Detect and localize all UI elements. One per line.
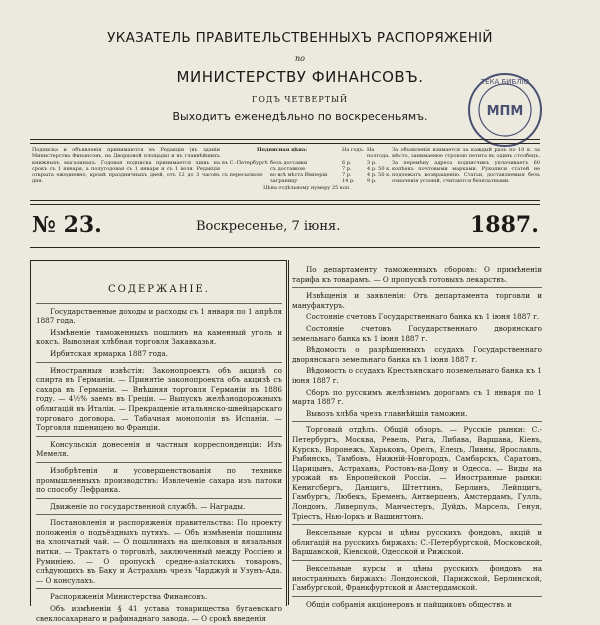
- column-divider: [288, 260, 289, 605]
- contents-item: Иностранныя извѣстія: Законопроектъ объ акцизѣ со спирта въ Германіи. — Принятіе законопроекта объ акцизѣ съ сахара въ Германіи. — Внѣшняя торговля Германіи въ 1886 году. — 4½% заемъ въ Греціи. — Выпускъ желѣзнодорожныхъ облигацій въ Италіи. — Прекращеніе итальянско-швейцарскаго торговаго договора. — Табачная монополія въ Испаніи. — Торговля пшеницею во Франціи.: [36, 365, 282, 433]
- divider: [36, 436, 282, 437]
- top-rule-2: [30, 143, 540, 144]
- price-row: въ С.-Петербургѣ безъ доставки 6 р. 3 р.: [222, 159, 377, 166]
- contents-item: Постановленія и распоряженія правительства: По проекту положенія о подъёздныхъ путяхъ. — Объ измѣненіи пошлины на хлопчатый чай. — О пошлинахъ на шелковыя и вязальныя нитки. — Трактатъ о торговлѣ, заключенный между Россіею и Руминіею. — О пропускѣ средне-азіатскихъ товаровъ, слѣдующихъ въ Баку и Астрахань чрезъ Чарджуй и Узунъ-Ада. — О консулахъ.: [36, 518, 282, 585]
- divider: [36, 498, 282, 499]
- top-rule: [30, 139, 540, 140]
- masthead-frequency: Выходитъ еженедѣльно по воскресеньямъ.: [172, 110, 428, 123]
- contents-item: Объ измѣненіи § 41 устава товарищества бугаевскаго свеклосахарнаго и рафинаднаго завода. — О срокѣ введенія: [36, 604, 282, 623]
- price-col-year: На годъ.: [342, 147, 365, 153]
- contents-item: Извѣщенія и заявленія: Отъ департамента торговли и мануфактуръ.: [292, 291, 542, 310]
- contents-item: Состояніе счетовъ Государственнаго дворянскаго земельнаго банка къ 1 іюня 1887 г.: [292, 323, 542, 343]
- contents-item: Состояніе счетовъ Государственнаго банка къ 1 іюня 1887 г.: [306, 312, 540, 322]
- divider: [36, 303, 282, 304]
- contents-item: Государственные доходы и расходы съ 1 января по 1 апрѣля 1887 года.: [36, 306, 282, 326]
- contents-item: Измѣненіе таможенныхъ пошлинъ на каменный уголь и коксъ. Вывозная хлѣбная торговля Закавказья.: [36, 327, 282, 347]
- masthead-year: ГОДЪ ЧЕТВЕРТЫЙ: [252, 95, 348, 104]
- price-row: заграницу 14 р. 9 р.: [270, 178, 377, 185]
- divider: [36, 514, 282, 515]
- issue-number: № 23.: [32, 212, 102, 238]
- contents-item: Сборъ по русскимъ желѣзнымъ дорогамъ съ 1 января по 1 марта 1887 г.: [292, 387, 542, 407]
- date-rule: [30, 247, 540, 248]
- advertising-terms: За объявленія взимается за каждый разъ по 10 к. за мѣсто, занимаемое строкою петита въ одинъ столбецъ. За перемѣну адреса подписчикъ уплачиваетъ 60 копѣекъ почтовыми марками. Рукописи статей не подлежатъ возвращенію. Статьи, доставляемыя безъ означенія условій, считаются безплатными.: [392, 147, 540, 185]
- contents-item: Общія собранія акціонеровъ и пайщиковъ обществъ и: [306, 599, 512, 609]
- issue-year: 1887.: [470, 212, 539, 238]
- contents-item: Вексельные курсы и цѣны русскихъ фондовъ, акцій и облигацій на русскихъ биржахъ: С.-Петербургской, Московской, Варшавской, Кіевской, Одесской и Рижской.: [292, 528, 542, 557]
- contents-heading: СОДЕРЖАНІЕ.: [108, 284, 210, 295]
- contents-item: Движеніе по государственной службѣ. — Награды.: [50, 501, 246, 511]
- contents-item: Распоряженія Министерства Финансовъ.: [50, 592, 208, 602]
- contents-left-column: [36, 265, 282, 625]
- price-row: съ доставкою 7 р. 4 р. 50 к.: [270, 165, 391, 172]
- masthead-title: УКАЗАТЕЛЬ ПРАВИТЕЛЬСТВЕННЫХЪ РАСПОРЯЖЕНІЙ: [107, 30, 493, 46]
- contents-item: Изобрѣтенія и усовершенствованія по технике промышленныхъ производствъ: Извлеченіе сахара изъ патоки по способу Лефранка.: [36, 465, 282, 495]
- library-stamp: [465, 70, 545, 150]
- mid-rule-2: [30, 204, 540, 205]
- subscription-terms: Подписка и объявленія принимаются въ Редакціи (въ зданіи Министерства Финансовъ, на Дворцовой площади) и въ главнѣйшихъ книжныхъ магазинахъ. Годовая подписка принимается лишь на срокъ съ 1 января, а полугодовая съ 1 января и съ 1 іюля. Редакція открыта ежедневно, кромѣ праздничныхъ дней, отъ 12 до 3 часовъ дня.: [32, 147, 220, 185]
- stamp-ring-text: ТЕКА БИБЛІО: [480, 78, 530, 86]
- divider: [292, 560, 542, 561]
- divider: [36, 362, 282, 363]
- masthead-preposition: по: [295, 54, 305, 63]
- divider: [292, 596, 542, 597]
- contents-item: По департаменту таможенныхъ сборовъ: О примѣненіи тарифа къ товарамъ. — О пропускѣ готовыхъ лекарствъ.: [292, 265, 542, 284]
- divider: [292, 287, 542, 288]
- contents-item: Консульскія донесенія и частныя корреспонденціи: Изъ Мемеля.: [36, 439, 282, 459]
- subscription-prices: [222, 147, 392, 191]
- divider: [292, 421, 542, 422]
- contents-item: Вѣдомость о ссудахъ Крестьянскаго поземельнаго банка къ 1 іюня 1887 г.: [292, 366, 542, 385]
- masthead-ministry: МИНИСТЕРСТВУ ФИНАНСОВЪ.: [176, 68, 424, 86]
- divider: [36, 588, 282, 589]
- divider: [36, 462, 282, 463]
- contents-item: Ирбитская ярмарка 1887 года.: [50, 348, 168, 358]
- stamp-text: МПМ: [486, 104, 524, 119]
- contents-item: Вывозъ хлѣба чрезъ главнѣйшія таможни.: [306, 408, 468, 418]
- divider: [292, 524, 542, 525]
- single-issue-price: Цѣна отдѣльному нумеру 25 коп.: [263, 184, 351, 191]
- price-row: съ пересылкою во всѣ мѣста Имперіи 7 р. 4 р. 50 к.: [222, 172, 391, 179]
- contents-right-column: [292, 265, 542, 611]
- price-title: Подписная цѣна:: [256, 147, 308, 153]
- contents-item: Торговый отдѣлъ. Общій обзоръ. — Русскіе рынки: С.-Петербургъ, Москва, Ревель, Рига, Либава, Варшава, Кіевъ, Курскъ, Воронежъ, Харьковъ, Орелъ, Елецъ, Ливны, Ярославль, Рыбинскъ, Тамбовъ, Нижній-Новгородъ, Самбарскъ, Саратовъ, Царицынъ, Астрахань, Ростовъ-на-Дону и Одесса. — Виды на урожай въ Европейской Россіи. — Иностранные рынки: Кенигсбергъ, Данцигъ, Штеттинъ, Берлинъ, Лейпцигъ, Гамбургъ, Любекъ, Бременъ, Антверпенъ, Амстердамъ, Гулль, Лондонъ, Ливерпуль, Манчестеръ, Дуйдъ, Марсель, Генуя, Тріестъ, Нью-Іоркъ и Вашингтонъ.: [292, 425, 542, 521]
- issue-date: Воскресенье, 7 іюня.: [196, 219, 341, 234]
- contents-item: Вѣдомость о разрѣшенныхъ ссудахъ Государственнаго дворянскаго земельнаго банка къ 1 іюня 1887 г.: [292, 345, 542, 364]
- price-col-half: На полгода.: [367, 147, 390, 160]
- mid-rule: [30, 200, 540, 201]
- contents-item: Вексельные курсы и цѣны русскихъ фондовъ на иностранныхъ биржахъ: Лондонской, Парижской, Берлинской, Гамбургской, Франкфуртской и Амстердамской.: [292, 564, 542, 593]
